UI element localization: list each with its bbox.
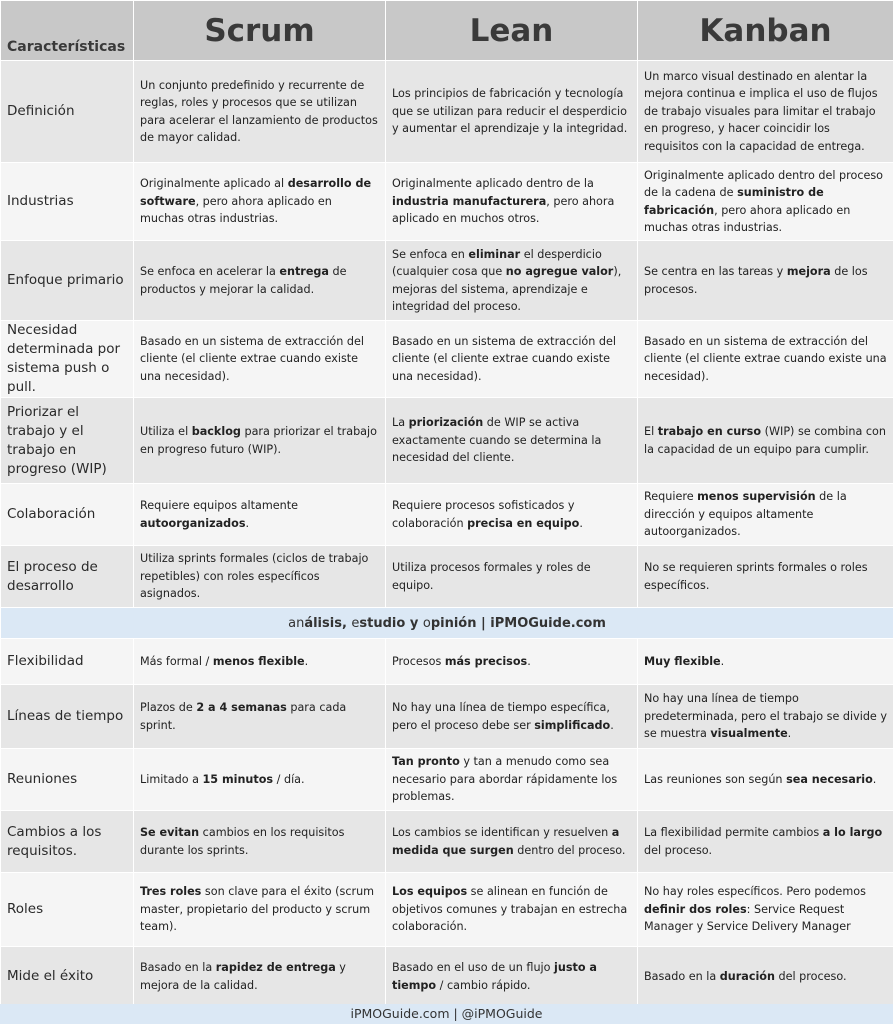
cell-text: Basado en un sistema de extracción del cliente (el cliente extrae cuando existe una necesidad).: [140, 334, 365, 383]
lean-cell: [386, 546, 638, 608]
cell-text: cambios en los requisitos durante los sprints.: [140, 826, 345, 857]
cell-text: La flexibilidad permite cambios: [644, 826, 823, 839]
cell-text: Se enfoca en acelerar la: [140, 265, 280, 278]
cell-text: .: [527, 654, 531, 668]
cell-text: Basado en un sistema de extracción del cliente (el cliente extrae cuando existe una necesidad).: [392, 334, 617, 383]
cell-text: Requiere: [644, 490, 698, 504]
table-row: [1, 398, 893, 484]
bold-text: simplificado: [534, 718, 611, 732]
scrum-cell: [134, 947, 386, 1007]
lean-cell: [386, 639, 638, 685]
lean-cell: [386, 811, 638, 873]
table-row: [1, 639, 893, 685]
cell-text: son clave para el éxito (scrum master, propietario del producto y scrum team).: [140, 885, 375, 934]
bold-text: Muy flexible: [644, 654, 721, 668]
bold-text: 2 a 4 semanas: [196, 701, 287, 714]
cell-text: de productos y mejorar la calidad.: [140, 265, 347, 296]
row-label: Necesidad determinada por sistema push o pull.: [1, 321, 134, 398]
scrum-cell: [134, 61, 386, 163]
bold-text: suministro de fabricación: [644, 186, 824, 217]
footer: iPMOGuide.com | @iPMOGuide: [0, 1004, 893, 1024]
lean-header: Lean: [386, 1, 638, 61]
bold-text: autoorganizados: [140, 516, 246, 530]
lean-cell: [386, 873, 638, 947]
cell-text: para cada sprint.: [140, 701, 347, 732]
row-label: Definición: [1, 61, 134, 163]
row-label: Cambios a los requisitos.: [1, 811, 134, 873]
cell-text: Originalmente aplicado dentro de la: [392, 177, 594, 191]
cell-text: No hay una línea de tiempo específica, pero el proceso debe ser: [392, 701, 610, 732]
cell-text: / día.: [273, 772, 305, 786]
bold-text: a medida que surgen: [392, 826, 620, 857]
kanban-cell: [638, 749, 893, 811]
bold-text: backlog: [191, 425, 241, 438]
bold-text: definir dos roles: [644, 902, 747, 916]
scrum-cell: [134, 811, 386, 873]
banner-row: [1, 608, 893, 639]
cell-text: Originalmente aplicado al: [140, 177, 288, 191]
lean-cell: [386, 241, 638, 321]
bold-text: no agregue valor: [505, 265, 614, 278]
cell-text: y tan a menudo como sea necesario para abordar rápidamente los problemas.: [392, 755, 618, 804]
cell-text: Basado en la: [140, 961, 216, 974]
table-row: [1, 947, 893, 1007]
scrum-cell: [134, 685, 386, 749]
lean-cell: [386, 61, 638, 163]
cell-text: .: [579, 516, 583, 530]
cell-text: Basado en un sistema de extracción del cliente (el cliente extrae cuando existe una necesidad).: [644, 334, 887, 383]
cell-text: el desperdicio (cualquier cosa que: [392, 247, 602, 278]
cell-text: Utiliza procesos formales y roles de equipo.: [392, 561, 591, 592]
kanban-cell: [638, 241, 893, 321]
cell-text: , pero ahora aplicado en muchas otras industrias.: [140, 194, 332, 226]
cell-text: Utiliza sprints formales (ciclos de trabajo repetibles) con roles específicos asignados.: [140, 552, 369, 601]
cell-text: : Service Request Manager y Service Delivery Manager: [644, 902, 851, 934]
bold-text: 15 minutos: [202, 772, 274, 786]
row-label: Colaboración: [1, 484, 134, 546]
bold-text: Se evitan: [140, 826, 200, 839]
bold-text: duración: [719, 969, 775, 983]
cell-text: No hay roles específicos. Pero podemos: [644, 885, 866, 899]
row-label: Reuniones: [1, 749, 134, 811]
cell-text: Procesos: [392, 654, 445, 668]
cell-text: de la dirección y equipos altamente autoorganizados.: [644, 490, 847, 539]
cell-text: Las reuniones son según: [644, 772, 787, 786]
scrum-cell: [134, 163, 386, 241]
bold-text: desarrollo de software: [140, 177, 372, 208]
bold-text: menos flexible: [212, 654, 305, 668]
cell-text: Limitado a: [140, 772, 203, 786]
table-row: [1, 484, 893, 546]
cell-text: .: [787, 727, 792, 741]
row-label: Líneas de tiempo: [1, 685, 134, 749]
scrum-cell: [134, 546, 386, 608]
cell-text: Basado en la: [644, 969, 720, 983]
cell-text: El: [644, 425, 658, 438]
bold-text: a lo largo: [822, 826, 883, 839]
bold-text: álisis,: [304, 615, 352, 631]
cell-text: Requiere equipos altamente: [140, 499, 298, 512]
kanban-cell: [638, 811, 893, 873]
cell-text: Requiere procesos sofisticados y colaboración: [392, 499, 575, 530]
cell-text: .: [610, 718, 614, 732]
cell-text: y mejora de la calidad.: [140, 961, 346, 992]
cell-text: dentro del proceso.: [513, 843, 626, 857]
lean-cell: [386, 749, 638, 811]
bold-text: rapidez de entrega: [215, 961, 336, 974]
table-row: [1, 321, 893, 398]
scrum-cell: [134, 484, 386, 546]
kanban-cell: [638, 61, 893, 163]
kanban-cell: [638, 398, 893, 484]
table-row: [1, 241, 893, 321]
lean-cell: [386, 685, 638, 749]
bold-text: mejora: [786, 265, 831, 278]
cell-text: o: [422, 615, 431, 631]
bold-text: priorización: [408, 416, 484, 430]
bold-text: industria manufacturera: [392, 194, 547, 208]
kanban-cell: [638, 163, 893, 241]
cell-text: .: [720, 654, 725, 668]
row-label: Flexibilidad: [1, 639, 134, 685]
bold-text: trabajo en curso: [657, 425, 762, 438]
cell-text: , pero ahora aplicado en muchas otras industrias.: [644, 203, 851, 234]
row-label: Mide el éxito: [1, 947, 134, 1007]
bold-text: pinión | iPMOGuide.com: [430, 615, 606, 631]
cell-text: No se requieren sprints formales o roles específicos.: [644, 561, 868, 592]
kanban-cell: [638, 546, 893, 608]
cell-text: .: [304, 654, 309, 668]
lean-cell: [386, 163, 638, 241]
kanban-cell: [638, 947, 893, 1007]
table-row: [1, 811, 893, 873]
cell-text: Más formal /: [140, 654, 213, 668]
bold-text: Los equipos: [392, 885, 468, 899]
banner-text: [1, 608, 893, 639]
bold-text: entrega: [279, 265, 329, 278]
cell-text: Utiliza el: [140, 425, 192, 438]
cell-text: Un marco visual destinado en alentar la mejora continua e implica el uso de flujos de trabajo visuales para limitar el trabajo en progreso, y hacer coincidir los requisitos con la capacidad de entrega.: [644, 69, 878, 153]
scrum-header: Scrum: [134, 1, 386, 61]
kanban-cell: [638, 639, 893, 685]
cell-text: an: [288, 615, 305, 631]
cell-text: / cambio rápido.: [436, 978, 531, 992]
table-row: [1, 685, 893, 749]
cell-text: para priorizar el trabajo en progreso futuro (WIP).: [140, 425, 377, 456]
table-row: [1, 163, 893, 241]
kanban-cell: [638, 873, 893, 947]
table-row: [1, 873, 893, 947]
kanban-cell: [638, 685, 893, 749]
table-row: [1, 61, 893, 163]
bold-text: menos supervisión: [697, 490, 816, 504]
cell-text: del proceso.: [644, 843, 713, 857]
cell-text: Un conjunto predefinido y recurrente de reglas, roles y procesos que se utilizan para acelerar el lanzamiento de productos de mayor calidad.: [140, 78, 378, 144]
bold-text: eliminar: [468, 247, 521, 261]
scrum-cell: [134, 241, 386, 321]
bold-text: sea necesario: [786, 772, 873, 786]
bold-text: precisa en equipo: [467, 516, 580, 530]
scrum-cell: [134, 639, 386, 685]
row-label: Industrias: [1, 163, 134, 241]
cell-text: Los principios de fabricación y tecnología que se utilizan para reducir el desperdicio y aumentar el aprendizaje y la integridad.: [392, 87, 628, 136]
cell-text: Plazos de: [140, 701, 197, 714]
cell-text: (WIP) se combina con la capacidad de un equipo para cumplir.: [644, 425, 886, 456]
cell-text: ), mejoras del sistema, aprendizaje e integridad del proceso.: [392, 265, 622, 313]
bold-text: justo a tiempo: [392, 961, 597, 992]
cell-text: e: [351, 615, 360, 631]
bold-text: más precisos: [444, 654, 528, 668]
lean-cell: [386, 321, 638, 398]
lean-cell: [386, 947, 638, 1007]
cell-text: de los procesos.: [644, 265, 868, 296]
features-header: Características: [1, 1, 134, 61]
kanban-cell: [638, 484, 893, 546]
cell-text: se alinean en función de objetivos comunes y trabajan en estrecha colaboración.: [392, 885, 628, 934]
cell-text: Los cambios se identifican y resuelven: [392, 826, 612, 839]
row-label: Roles: [1, 873, 134, 947]
cell-text: Originalmente aplicado dentro del proceso de la cadena de: [644, 168, 884, 199]
cell-text: Se enfoca en: [392, 247, 469, 261]
bold-text: visualmente: [710, 727, 788, 741]
scrum-cell: [134, 749, 386, 811]
bold-text: studio y: [359, 615, 423, 631]
kanban-header: Kanban: [638, 1, 893, 61]
bold-text: Tan pronto: [392, 755, 460, 769]
kanban-cell: [638, 321, 893, 398]
row-label: El proceso de desarrollo: [1, 546, 134, 608]
cell-text: La: [392, 416, 409, 430]
row-label: Priorizar el trabajo y el trabajo en progreso (WIP): [1, 398, 134, 484]
cell-text: No hay una línea de tiempo predeterminada, pero el trabajo se divide y se muestra: [644, 692, 887, 741]
scrum-cell: [134, 873, 386, 947]
cell-text: del proceso.: [774, 969, 847, 983]
cell-text: de WIP se activa exactamente cuando se determina la necesidad del cliente.: [392, 416, 602, 465]
bold-text: Tres roles: [140, 885, 202, 899]
scrum-cell: [134, 398, 386, 484]
cell-text: Se centra en las tareas y: [644, 265, 787, 278]
lean-cell: [386, 484, 638, 546]
table-row: [1, 749, 893, 811]
cell-text: Basado en el uso de un flujo: [392, 961, 555, 974]
table-row: [1, 546, 893, 608]
cell-text: .: [872, 772, 877, 786]
cell-text: , pero ahora aplicado en muchos otros.: [392, 194, 615, 226]
row-label: Enfoque primario: [1, 241, 134, 321]
lean-cell: [386, 398, 638, 484]
header-row: [1, 1, 893, 61]
scrum-cell: [134, 321, 386, 398]
cell-text: .: [245, 516, 250, 530]
